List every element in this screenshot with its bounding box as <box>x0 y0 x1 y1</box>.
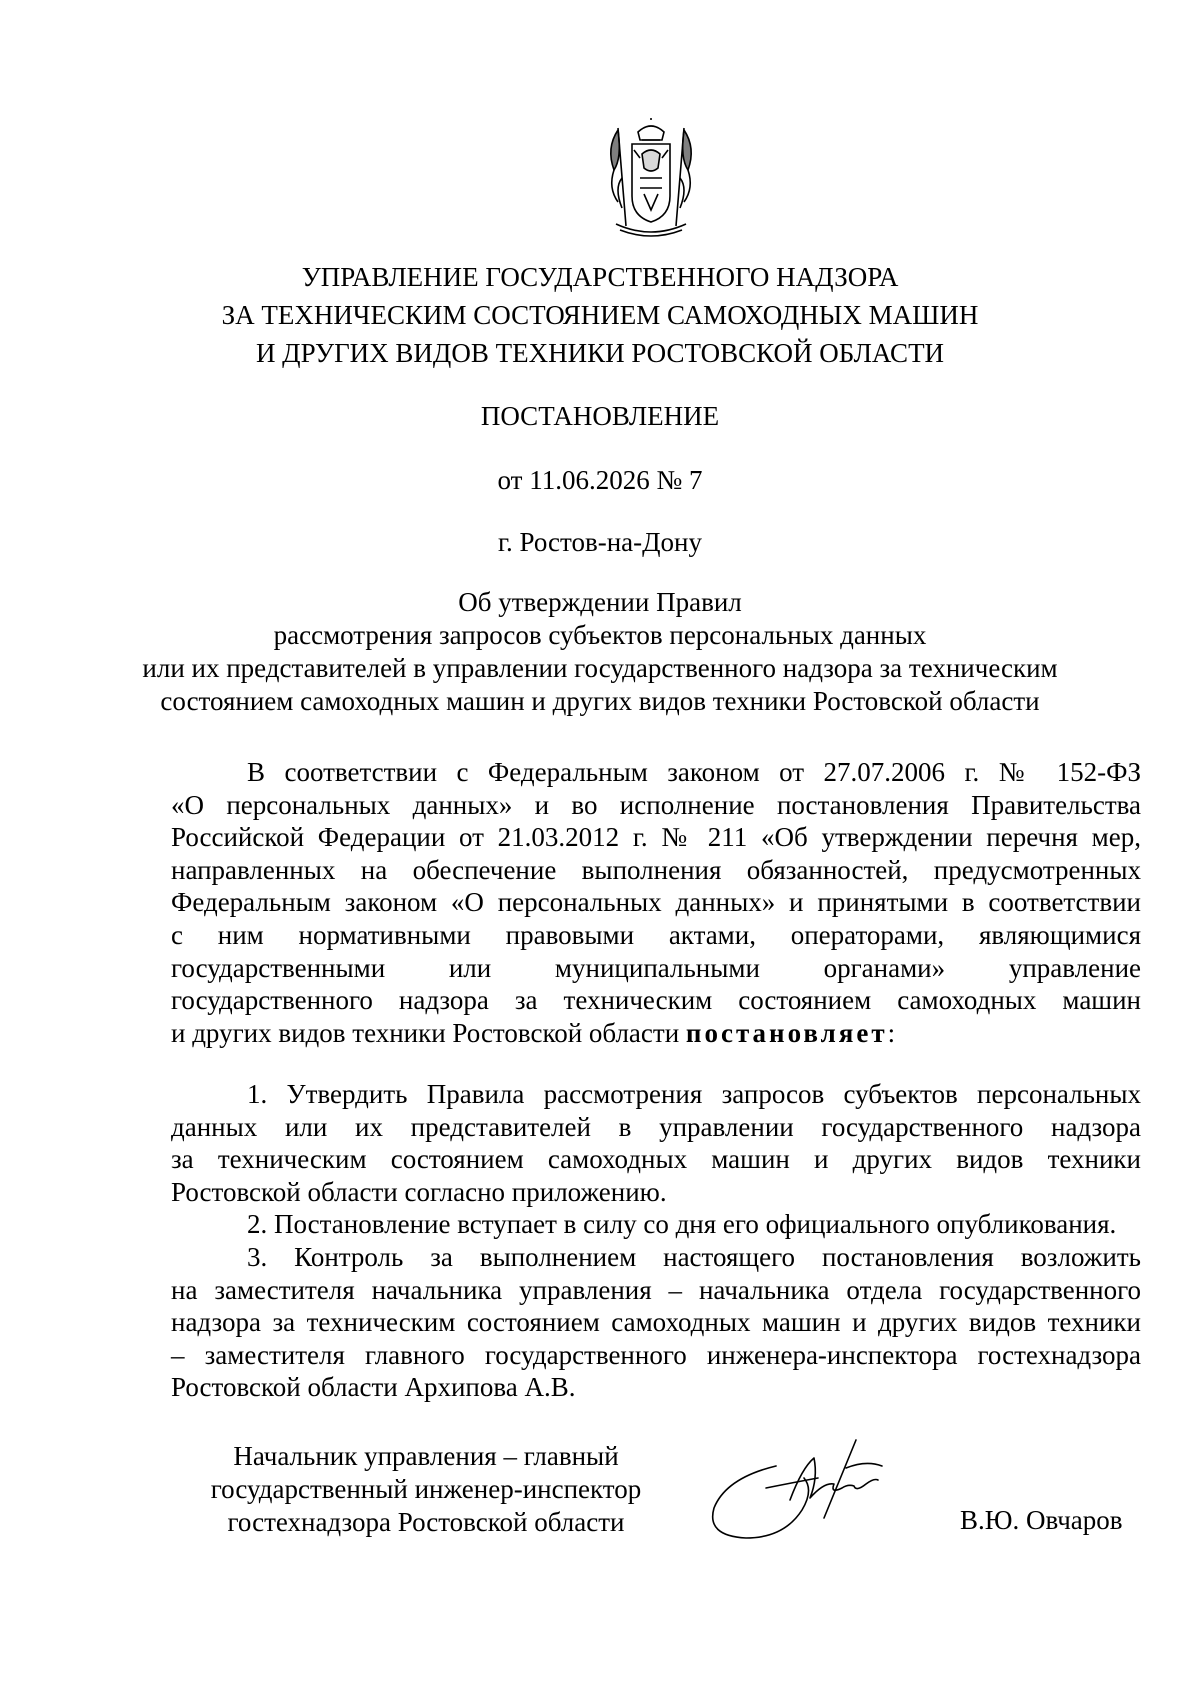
coat-of-arms-icon <box>596 118 706 240</box>
preamble-line: Российской Федерации от 21.03.2012 г. № 211 «Об утверждении перечня мер, <box>171 822 1141 853</box>
item2-line: 2. Постановление вступает в силу со дня его официального опубликования. <box>247 1209 1117 1240</box>
document-subject <box>120 586 1080 718</box>
subject-line: или их представителей в управлении государственного надзора за техническим <box>142 653 1058 683</box>
preamble-line: с ним нормативными правовыми актами, операторами, являющимися <box>171 919 1141 950</box>
item3-line: Ростовской области Архипова А.В. <box>171 1372 576 1403</box>
organization-line: И ДРУГИХ ВИДОВ ТЕХНИКИ РОСТОВСКОЙ ОБЛАСТИ <box>255 338 945 368</box>
item1-line: 1. Утвердить Правила рассмотрения запросов субъектов персональных <box>247 1079 1141 1109</box>
resolution-items <box>171 1078 1141 1404</box>
position-line: Начальник управления – главный <box>233 1441 619 1471</box>
preamble-paragraph <box>171 756 1141 1049</box>
preamble-line: государственными или муниципальными органами» управление <box>171 952 1141 983</box>
subject-line: рассмотрения запросов субъектов персональных данных <box>273 620 927 650</box>
preamble-line: и других видов техники Ростовской области <box>171 1017 680 1048</box>
document-type: ПОСТАНОВЛЕНИЕ <box>480 401 720 431</box>
resolves-word: постановляет <box>685 1017 888 1048</box>
item1-line: данных или их представителей в управлении государственного надзора <box>171 1111 1141 1142</box>
preamble-line: В соответствии с Федеральным законом от 27.07.2006 г. № 152-ФЗ <box>247 757 1141 787</box>
resolves-colon: : <box>887 1017 896 1048</box>
subject-line: Об утверждении Правил <box>458 587 742 617</box>
organization-line: УПРАВЛЕНИЕ ГОСУДАРСТВЕННОГО НАДЗОРА <box>301 262 899 292</box>
position-line: гостехнадзора Ростовской области <box>227 1507 625 1537</box>
preamble-line: государственного надзора за техническим состоянием самоходных машин <box>171 985 1141 1016</box>
item3-line: – заместителя главного государственного инженера-инспектора гостехнадзора <box>171 1339 1141 1370</box>
item1-line: за техническим состоянием самоходных машин и других видов техники <box>171 1144 1141 1175</box>
preamble-line: «О персональных данных» и во исполнение постановления Правительства <box>171 789 1141 820</box>
handwritten-signature-icon <box>706 1438 906 1548</box>
item3-line: надзора за техническим состоянием самоходных машин и других видов техники <box>171 1307 1141 1338</box>
item3-line: на заместителя начальника управления – начальника отдела государственного <box>171 1274 1141 1305</box>
document-number: от 11.06.2026 № 7 <box>497 465 703 495</box>
item1-line: Ростовской области согласно приложению. <box>171 1176 667 1207</box>
signatory-position <box>196 1440 656 1539</box>
position-line: государственный инженер-инспектор <box>210 1474 642 1504</box>
document-city: г. Ростов-на-Дону <box>497 527 702 557</box>
organization-line: ЗА ТЕХНИЧЕСКИМ СОСТОЯНИЕМ САМОХОДНЫХ МАШИН <box>221 300 979 330</box>
preamble-line: Федеральным законом «О персональных данных» и принятыми в соответствии <box>171 887 1141 918</box>
preamble-last-line <box>171 1017 1141 1050</box>
subject-line: состоянием самоходных машин и других видов техники Ростовской области <box>160 686 1040 716</box>
signer-name: В.Ю. Овчаров <box>960 1505 1123 1535</box>
preamble-line: направленных на обеспечение выполнения обязанностей, предусмотренных <box>171 854 1141 885</box>
item3-line: 3. Контроль за выполнением настоящего постановления возложить <box>247 1241 1141 1272</box>
organization-header <box>120 258 1080 372</box>
